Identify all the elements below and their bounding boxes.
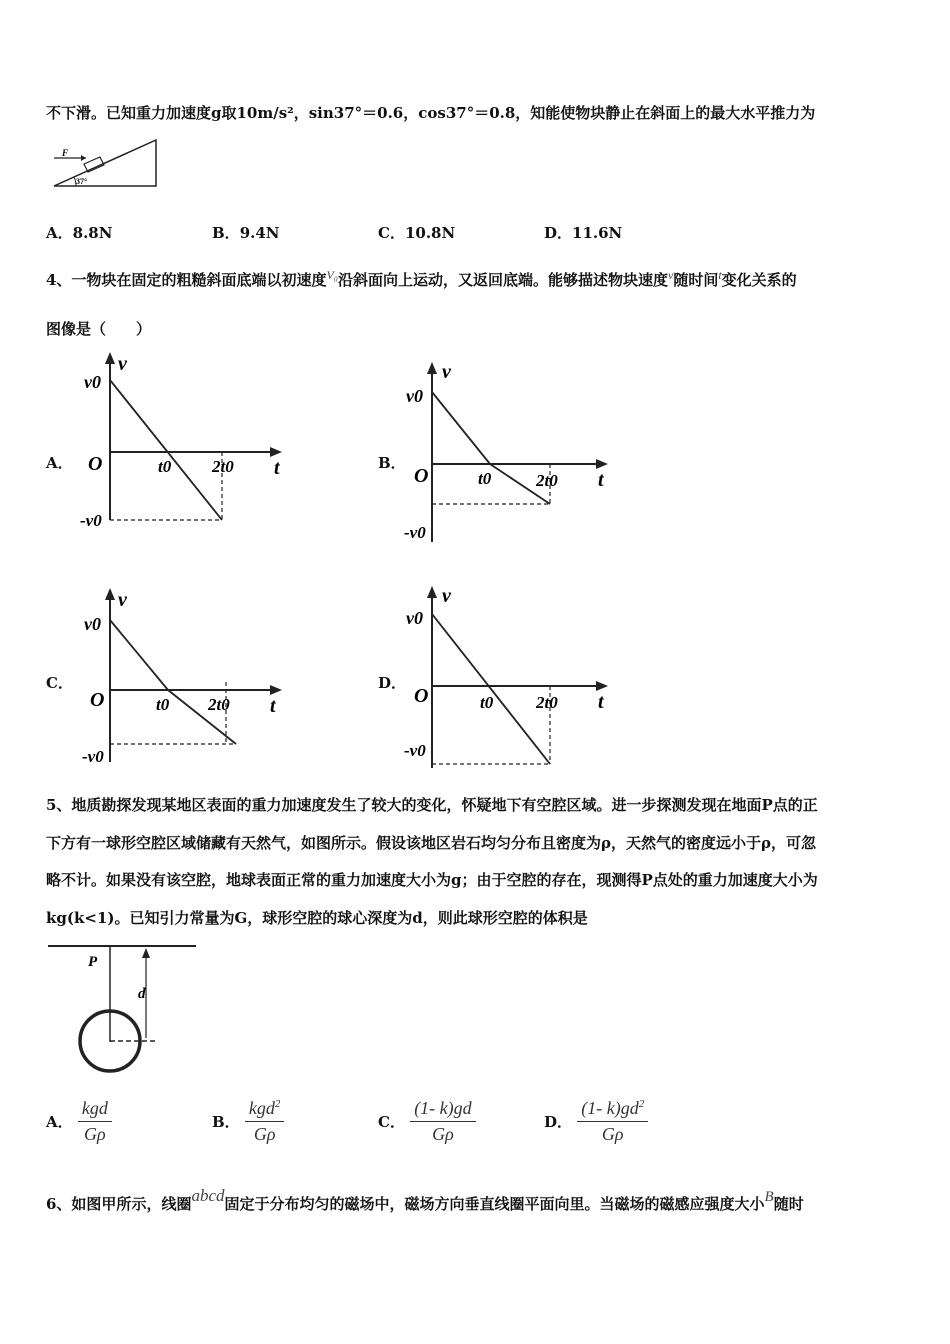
svg-text:v0: v0 — [84, 372, 101, 392]
svg-text:t0: t0 — [478, 469, 492, 488]
incline-triangle — [54, 140, 156, 186]
svg-text:t: t — [274, 457, 280, 479]
svg-text:2t0: 2t0 — [536, 693, 558, 712]
svg-text:2t0: 2t0 — [208, 695, 230, 714]
q3-line-1: 不下滑。已知重力加速度g取10m/s²，sin37°＝0.6，cos37°＝0.8，知能使物块静止在斜面上的最大水平推力为 — [46, 104, 816, 122]
q5-line-4: kg(k<1)。已知引力常量为G，球形空腔的球心深度为d，则此球形空腔的体积是 — [46, 909, 588, 927]
q5-option-d: D． $\frac{(1- k)gd^2}{G\rho}$ — [544, 1098, 648, 1145]
q6-line-1: 6、如图甲所示，线圈abcd固定于分布均匀的磁场中，磁场方向垂直线圈平面向里。当磁场的磁感应强度大小B随时 — [46, 1186, 804, 1213]
graph-d — [402, 584, 622, 774]
svg-text:v: v — [442, 585, 451, 607]
q5-option-c: C． $\frac{(1- k)gd}{G\rho}$ — [378, 1098, 476, 1145]
force-arrow-head — [81, 155, 86, 161]
q3-option-c: C．10.8N — [378, 224, 456, 242]
svg-text:t0: t0 — [480, 693, 494, 712]
svg-text:v: v — [442, 361, 451, 383]
svg-text:-v0: -v0 — [404, 523, 426, 542]
q3-option-d: D．11.6N — [544, 224, 623, 242]
svg-text:O: O — [414, 685, 429, 707]
force-label: F — [62, 148, 69, 158]
graph-a-line — [110, 380, 222, 520]
svg-text:2t0: 2t0 — [212, 457, 234, 476]
svg-text:t0: t0 — [156, 695, 170, 714]
svg-text:v0: v0 — [406, 386, 423, 406]
cavity-figure — [46, 938, 206, 1078]
graph-c-line-up — [110, 620, 168, 690]
q3-option-a: A．8.8N — [46, 224, 113, 242]
q5-line-2: 下方有一球形空腔区域储藏有天然气，如图所示。假设该地区岩石均匀分布且密度为ρ，天然气的密度远小于ρ，可忽 — [46, 834, 816, 852]
svg-text:P: P — [88, 954, 98, 970]
q5-line-3: 略不计。如果没有该空腔，地球表面正常的重力加速度大小为g；由于空腔的存在，现测得P点处的重力加速度大小为 — [46, 871, 818, 889]
svg-text:O: O — [90, 689, 105, 711]
angle-label: 37° — [76, 177, 88, 186]
svg-text:v: v — [118, 353, 127, 375]
svg-text:2t0: 2t0 — [536, 471, 558, 490]
svg-text:O: O — [414, 465, 429, 487]
graph-b — [402, 358, 622, 548]
q4-option-c-letter: C． — [46, 674, 73, 692]
svg-text:-v0: -v0 — [80, 511, 102, 530]
svg-text:O: O — [88, 453, 103, 475]
q4-line-2: 图像是（ ） — [46, 320, 152, 338]
svg-text:v0: v0 — [84, 614, 101, 634]
svg-text:t0: t0 — [158, 457, 172, 476]
q4-option-b-letter: B． — [378, 454, 406, 472]
q4-option-a-letter: A． — [46, 454, 73, 472]
q5-option-a: A． $\frac{\text{kgd}}{G\rho}$ — [46, 1098, 112, 1145]
incline-figure — [50, 136, 162, 192]
svg-text:-v0: -v0 — [82, 747, 104, 766]
graph-a — [78, 350, 298, 550]
svg-text:t: t — [598, 469, 604, 491]
q3-option-b: B．9.4N — [212, 224, 280, 242]
graph-d-line — [432, 614, 550, 764]
svg-text:v0: v0 — [406, 608, 423, 628]
q5-line-1: 5、地质勘探发现某地区表面的重力加速度发生了较大的变化，怀疑地下有空腔区域。进一步探测发现在地面P点的正 — [46, 796, 818, 814]
graph-c — [80, 586, 300, 772]
q4-option-d-letter: D． — [378, 674, 407, 692]
svg-text:v: v — [118, 589, 127, 611]
graph-b-line-up — [432, 392, 490, 464]
svg-text:-v0: -v0 — [404, 741, 426, 760]
q5-option-b: B． $\frac{kgd^2}{G\rho}$ — [212, 1098, 284, 1145]
q4-line-1: 4、一物块在固定的粗糙斜面底端以初速度$^{V_0}$沿斜面向上运动，又返回底端。能够描述物块速度$^v$随时间$^t$变化关系的 — [46, 268, 797, 289]
svg-text:d: d — [138, 986, 146, 1002]
svg-text:t: t — [598, 691, 604, 713]
svg-text:t: t — [270, 695, 276, 717]
